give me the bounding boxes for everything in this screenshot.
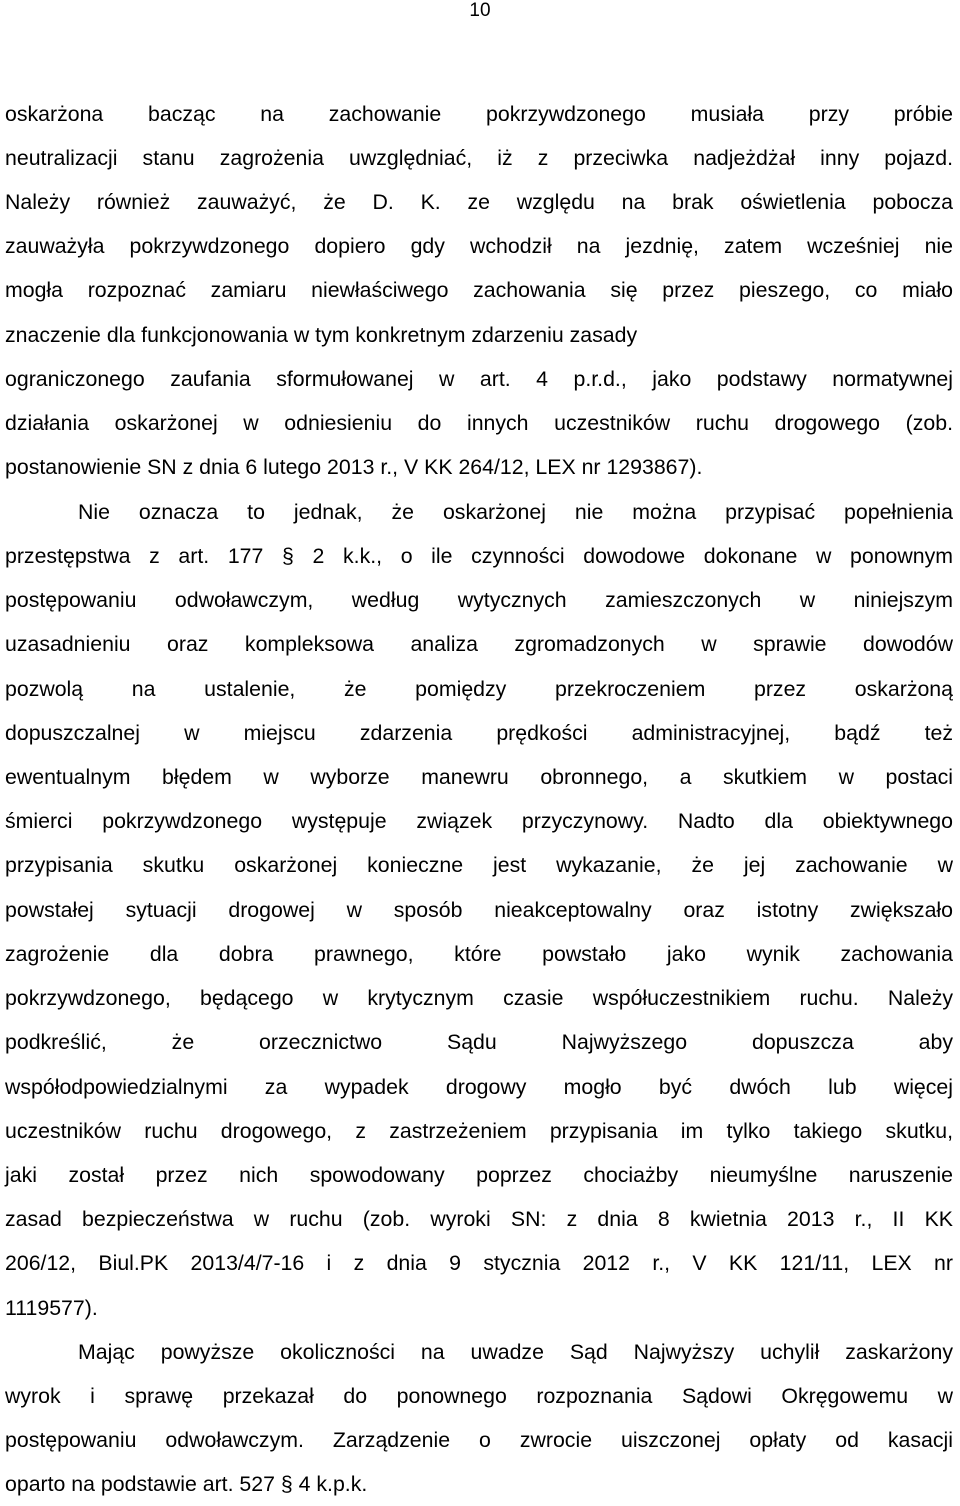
text-line: 1119577). — [5, 1296, 98, 1320]
text-line: postanowienie SN z dnia 6 lutego 2013 r., V KK 264/12, LEX nr 1293867). — [5, 455, 703, 479]
text-line: 206/12, Biul.PK 2013/4/7-16 i z dnia 9 stycznia 2012 r., V KK 121/11, LEX nr — [5, 1251, 953, 1275]
text-line: współodpowiedzialnymi za wypadek drogowy mogło być dwóch lub więcej — [5, 1075, 953, 1099]
text-line: postępowaniu odwoławczym, według wytycznych zamieszczonych w niniejszym — [5, 588, 953, 612]
text-line: zasad bezpieczeństwa w ruchu (zob. wyroki SN: z dnia 8 kwietnia 2013 r., II KK — [5, 1207, 953, 1231]
text-line: podkreślić, że orzecznictwo Sądu Najwyższego dopuszcza aby — [5, 1030, 953, 1054]
text-line: wyrok i sprawę przekazał do ponownego rozpoznania Sądowi Okręgowemu w — [5, 1384, 953, 1408]
text-line: uczestników ruchu drogowego, z zastrzeżeniem przypisania im tylko takiego skutku, — [5, 1119, 953, 1143]
text-line: Należy również zauważyć, że D. K. ze względu na brak oświetlenia pobocza — [5, 190, 953, 214]
text-line: przypisania skutku oskarżonej konieczne jest wykazanie, że jej zachowanie w — [5, 853, 953, 877]
text-line: znaczenie dla funkcjonowania w tym konkretnym zdarzeniu zasady — [5, 323, 638, 347]
text-line: zagrożenie dla dobra prawnego, które powstało jako wynik zachowania — [5, 942, 953, 966]
text-line: oparto na podstawie art. 527 § 4 k.p.k. — [5, 1472, 368, 1496]
text-line: postępowaniu odwoławczym. Zarządzenie o zwrocie uiszczonej opłaty od kasacji — [5, 1428, 953, 1452]
text-line: pozwolą na ustalenie, że pomiędzy przekroczeniem przez oskarżoną — [5, 677, 953, 701]
text-line: ograniczonego zaufania sformułowanej w art. 4 p.r.d., jako podstawy normatywnej — [5, 367, 953, 391]
page-number: 10 — [469, 0, 491, 21]
text-line: mogła rozpoznać zamiaru niewłaściwego zachowania się przez pieszego, co miało — [5, 278, 953, 302]
text-line: śmierci pokrzywdzonego występuje związek przyczynowy. Nadto dla obiektywnego — [5, 809, 953, 833]
text-line: ewentualnym błędem w wyborze manewru obronnego, a skutkiem w postaci — [5, 765, 953, 789]
text-line: neutralizacji stanu zagrożenia uwzględniać, iż z przeciwka nadjeżdżał inny pojazd. — [5, 146, 953, 170]
text-line: zauważyła pokrzywdzonego dopiero gdy wchodził na jezdnię, zatem wcześniej nie — [5, 234, 953, 258]
text-line: działania oskarżonej w odniesieniu do innych uczestników ruchu drogowego (zob. — [5, 411, 953, 435]
text-line: jaki został przez nich spowodowany poprzez chociażby nieumyślne naruszenie — [5, 1163, 953, 1187]
text-line: powstałej sytuacji drogowej w sposób nieakceptowalny oraz istotny zwiększało — [5, 898, 953, 922]
text-line: pokrzywdzonego, będącego w krytycznym czasie współuczestnikiem ruchu. Należy — [5, 986, 953, 1010]
paragraph-first-line: Nie oznacza to jednak, że oskarżonej nie można przypisać popełnienia — [78, 500, 953, 524]
paragraph-first-line: Mając powyższe okoliczności na uwadze Sąd Najwyższy uchylił zaskarżony — [78, 1340, 953, 1364]
text-line: oskarżona bacząc na zachowanie pokrzywdzonego musiała przy próbie — [5, 102, 953, 126]
text-line: przestępstwa z art. 177 § 2 k.k., o ile czynności dowodowe dokonane w ponownym — [5, 544, 953, 568]
text-line: dopuszczalnej w miejscu zdarzenia prędkości administracyjnej, bądź też — [5, 721, 953, 745]
text-line: uzasadnieniu oraz kompleksowa analiza zgromadzonych w sprawie dowodów — [5, 632, 953, 656]
